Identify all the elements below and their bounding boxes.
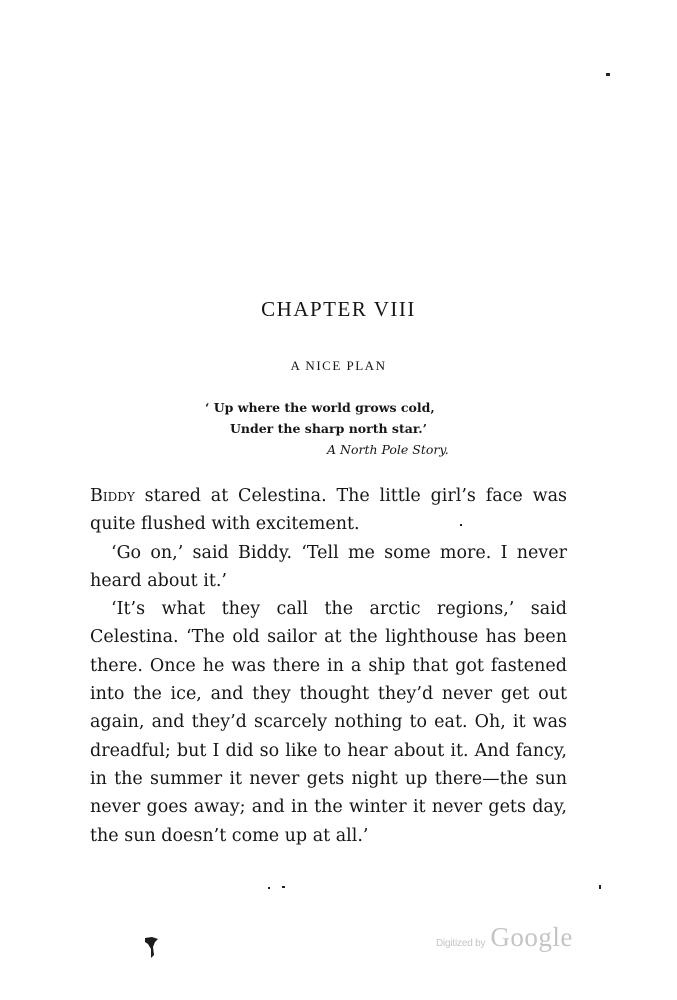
paragraph-3: ‘It’s what they call the arctic regions,’ said Celestina. ‘The old sailor at the lighthouse has been there. Once he was there in a ship that got fastened into the ice, and they thought they’d never get out again, and they’d scarcely nothing to eat. Oh, it was dreadful; but I did so like to hear about it. And fancy, in the summer it never gets night up there—the sun never goes away; and in the winter it never gets day, the sun doesn’t come up at all.’ xyxy=(90,599,567,846)
google-logo: Google xyxy=(490,922,573,952)
chapter-heading: CHAPTER VIII xyxy=(261,297,416,321)
paragraph-2: ‘Go on,’ said Biddy. ‘Tell me some more. I never heard about it.’ xyxy=(90,542,567,591)
scan-blot-icon xyxy=(143,935,163,961)
chapter-title: A NICE PLAN xyxy=(290,358,387,373)
scan-speck xyxy=(268,887,270,889)
epigraph-line-2: Under the sharp north star.’ xyxy=(230,421,427,436)
paragraph-1-text: stared at Celestina. The little girl’s face was quite flushed with excitement. xyxy=(90,486,567,535)
watermark-prefix: Digitized by xyxy=(436,938,486,949)
scan-speck xyxy=(282,886,285,888)
paragraph-1 xyxy=(90,482,567,539)
scan-speck xyxy=(606,73,610,76)
google-watermark xyxy=(436,922,573,953)
scan-speck xyxy=(460,524,462,526)
epigraph-source: A North Pole Story. xyxy=(327,442,449,457)
body-text xyxy=(90,482,567,850)
epigraph-line-1: ‘ Up where the world grows cold, xyxy=(205,400,435,415)
paragraph-dropcap: Biddy xyxy=(90,486,135,506)
scan-speck xyxy=(599,885,601,889)
